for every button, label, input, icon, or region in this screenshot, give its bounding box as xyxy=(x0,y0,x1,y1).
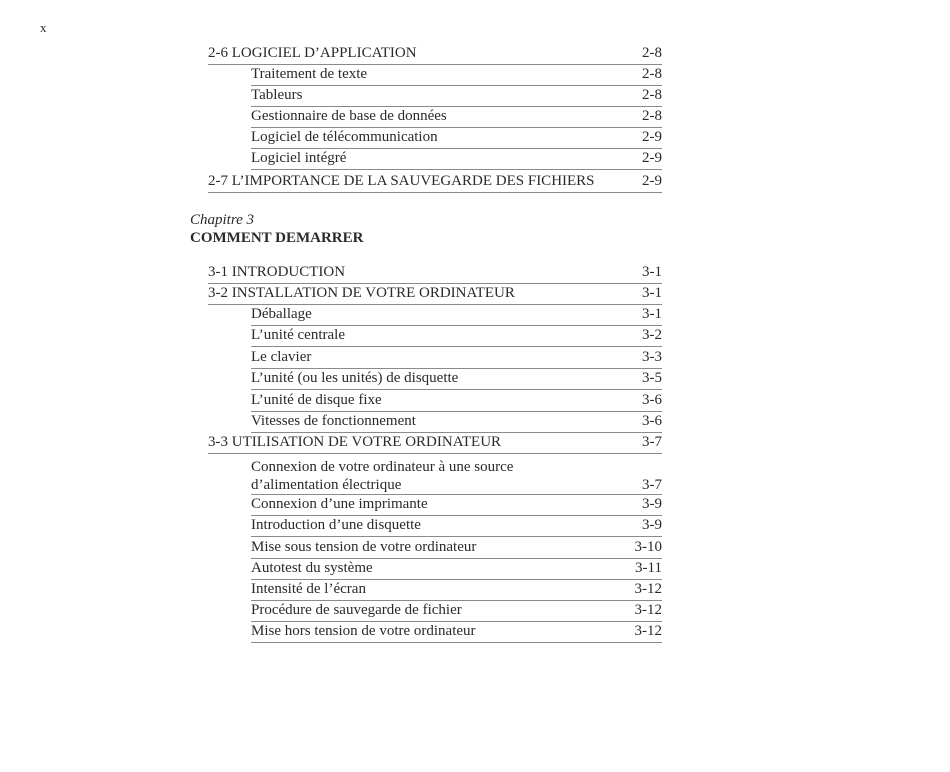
toc-entry-label: Mise sous tension de votre ordinateur xyxy=(251,539,477,555)
toc-entry xyxy=(251,148,662,170)
toc-entry xyxy=(251,347,662,369)
toc-entry-page: 3-12 xyxy=(634,581,662,597)
toc-entry-label: Le clavier xyxy=(251,349,312,365)
toc-entry-label: Connexion de votre ordinateur à une source d’alimentation électrique xyxy=(251,459,514,493)
toc-entry-3-3 xyxy=(208,432,662,454)
toc-entry-page: 3-1 xyxy=(642,306,662,322)
toc-entry-page: 2-9 xyxy=(642,173,662,189)
toc-entry xyxy=(251,390,662,412)
chapter-title: COMMENT DEMARRER xyxy=(190,230,364,246)
toc-entry xyxy=(251,411,662,433)
toc-entry-page: 3-12 xyxy=(634,623,662,639)
toc-entry xyxy=(251,85,662,107)
toc-entry-page: 2-8 xyxy=(642,108,662,124)
toc-entry xyxy=(251,325,662,347)
toc-entry xyxy=(251,515,662,537)
toc-entry xyxy=(251,64,662,86)
toc-entry xyxy=(251,454,662,495)
toc-entry-label: 2-6 LOGICIEL D’APPLICATION xyxy=(208,45,417,61)
toc-entry-label: Mise hors tension de votre ordinateur xyxy=(251,623,476,639)
toc-entry xyxy=(251,304,662,326)
toc-entry-page: 3-6 xyxy=(642,392,662,408)
toc-entry-page: 3-7 xyxy=(642,434,662,450)
toc-entry-label: 3-3 UTILISATION DE VOTRE ORDINATEUR xyxy=(208,434,502,450)
toc-entry-label: Procédure de sauvegarde de fichier xyxy=(251,602,462,618)
toc-entry-label: Vitesses de fonctionnement xyxy=(251,413,416,429)
toc-entry-label: Tableurs xyxy=(251,87,303,103)
toc-entry-label: Déballage xyxy=(251,306,312,322)
toc-entry xyxy=(251,537,662,559)
toc-entry-label: Logiciel intégré xyxy=(251,150,347,166)
toc-entry-page: 3-9 xyxy=(642,517,662,533)
toc-entry-2-7 xyxy=(208,171,662,193)
toc-entry-page: 2-8 xyxy=(642,45,662,61)
toc-entry xyxy=(251,368,662,390)
toc-entry-page: 3-5 xyxy=(642,370,662,386)
toc-entry-page: 2-9 xyxy=(642,129,662,145)
toc-entry-page: 3-1 xyxy=(642,285,662,301)
toc-entry-page: 2-8 xyxy=(642,87,662,103)
toc-entry xyxy=(251,600,662,622)
toc-entry-page: 3-2 xyxy=(642,327,662,343)
toc-entry-label: Gestionnaire de base de données xyxy=(251,108,447,124)
chapter-label: Chapitre 3 xyxy=(190,212,255,228)
toc-entry-page: 3-11 xyxy=(635,560,662,576)
toc-entry-page: 3-6 xyxy=(642,413,662,429)
toc-entry-label: 3-1 INTRODUCTION xyxy=(208,264,346,280)
toc-entry-2-6 xyxy=(208,43,662,65)
toc-entry-label: Introduction d’une disquette xyxy=(251,517,421,533)
toc-entry-page: 3-12 xyxy=(634,602,662,618)
toc-entry-page: 3-7 xyxy=(642,477,662,493)
toc-entry-label: Traitement de texte xyxy=(251,66,368,82)
toc-entry-label: Connexion d’une imprimante xyxy=(251,496,428,512)
toc-entry-label: L’unité centrale xyxy=(251,327,345,343)
toc-entry xyxy=(251,558,662,580)
page-number: x xyxy=(40,20,47,35)
toc-entry xyxy=(251,494,662,516)
toc-entry-label: Autotest du système xyxy=(251,560,373,576)
toc-entry-page: 2-9 xyxy=(642,150,662,166)
toc-entry xyxy=(251,579,662,601)
toc-entry-page: 3-3 xyxy=(642,349,662,365)
toc-entry-label: L’unité de disque fixe xyxy=(251,392,382,408)
toc-entry-3-2 xyxy=(208,283,662,305)
toc-entry-label: Logiciel de télécommunication xyxy=(251,129,438,145)
toc-entry xyxy=(251,621,662,643)
toc-entry-page: 3-9 xyxy=(642,496,662,512)
toc-entry-label: L’unité (ou les unités) de disquette xyxy=(251,370,459,386)
toc-entry xyxy=(251,106,662,128)
toc-entry xyxy=(251,127,662,149)
toc-entry-3-1 xyxy=(208,262,662,284)
toc-entry-page: 3-1 xyxy=(642,264,662,280)
toc-entry-page: 3-10 xyxy=(634,539,662,555)
toc-entry-page: 2-8 xyxy=(642,66,662,82)
toc-entry-label: 2-7 L’IMPORTANCE DE LA SAUVEGARDE DES FICHIERS xyxy=(208,173,595,189)
toc-entry-label: 3-2 INSTALLATION DE VOTRE ORDINATEUR xyxy=(208,285,515,301)
toc-entry-label: Intensité de l’écran xyxy=(251,581,366,597)
